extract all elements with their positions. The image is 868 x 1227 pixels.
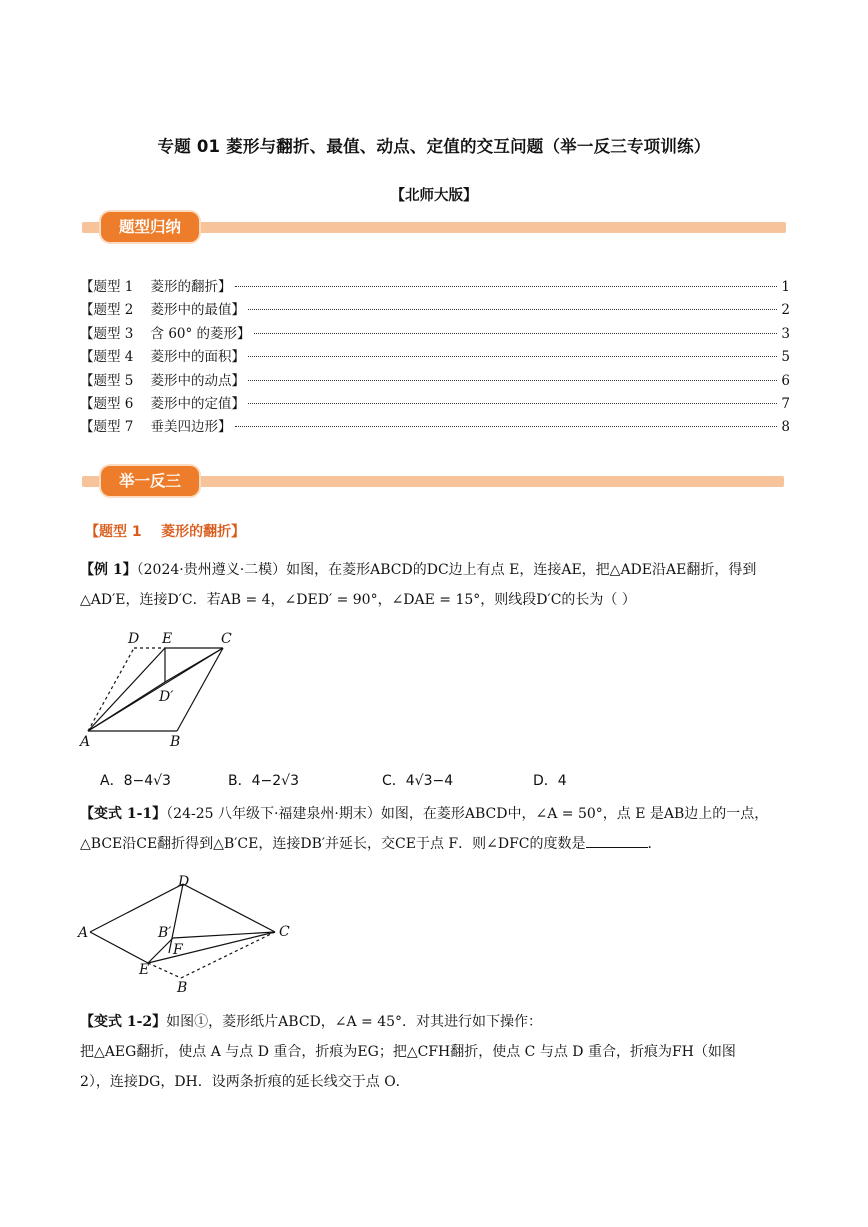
toc-item-page: 2 xyxy=(781,302,790,319)
toc-item[interactable] xyxy=(80,323,790,346)
section-tag-practice: 举一反三 xyxy=(101,466,199,496)
option-a[interactable]: A．8−4√3 xyxy=(100,773,171,789)
edition-label: 【北师大版】 xyxy=(390,188,478,204)
variant1-figure xyxy=(76,870,301,995)
toc-leader xyxy=(248,403,777,404)
toc-leader xyxy=(248,309,777,310)
point-label-d1: D′ xyxy=(159,689,174,705)
point-label-e: E xyxy=(139,962,150,978)
point-label-c: C xyxy=(279,924,290,940)
toc-item-label: 【题型 3 含 60° 的菱形】 xyxy=(80,325,251,342)
toc-item-label: 【题型 4 菱形中的面积】 xyxy=(80,349,246,366)
toc-item-label: 【题型 7 垂美四边形】 xyxy=(80,419,232,436)
option-d[interactable]: D．4 xyxy=(533,773,567,789)
edge-eb-dashed xyxy=(148,963,181,978)
toc-item[interactable] xyxy=(80,416,790,439)
toc-item-label: 【题型 6 菱形中的定值】 xyxy=(80,395,246,412)
toc-item-label: 【题型 5 菱形中的动点】 xyxy=(80,372,246,389)
toc-item[interactable] xyxy=(80,346,790,369)
example1-line2: △AD′E，连接D′C．若AB = 4，∠DED′ = 90°，∠DAE = 15°，则线段D′C的长为（ ） xyxy=(80,592,636,608)
variant2-tag: 【变式 1-2】 xyxy=(80,1014,167,1030)
toc-item-page: 7 xyxy=(781,395,790,412)
variant1-line2-end: ． xyxy=(647,836,662,852)
variant1-tag: 【变式 1-1】 xyxy=(80,806,167,822)
point-label-b: B xyxy=(177,980,188,995)
answer-blank[interactable] xyxy=(586,835,648,848)
page-title: 专题 01 菱形与翻折、最值、动点、定值的交互问题（举一反三专项训练） xyxy=(157,137,711,156)
toc-item[interactable] xyxy=(80,299,790,322)
edge-dc xyxy=(183,884,275,932)
toc-item-page: 6 xyxy=(781,372,790,389)
example1-figure xyxy=(76,628,246,752)
point-label-a: A xyxy=(78,925,89,941)
point-label-d: D xyxy=(178,874,190,890)
toc-item-page: 8 xyxy=(781,419,790,436)
variant2-line1: 如图①，菱形纸片ABCD，∠A = 45°．对其进行如下操作： xyxy=(166,1014,543,1030)
type1-heading: 【题型 1 菱形的翻折】 xyxy=(85,524,246,540)
point-label-a: A xyxy=(80,734,91,750)
point-label-e: E xyxy=(162,631,173,647)
toc-leader xyxy=(235,286,777,287)
toc-leader xyxy=(248,380,777,381)
toc-leader xyxy=(254,333,777,334)
edge-bc xyxy=(177,648,223,731)
variant2-text xyxy=(80,1007,792,1097)
toc-item[interactable] xyxy=(80,276,790,299)
edge-bc-dashed xyxy=(181,932,275,978)
section-tag-summary: 题型归纳 xyxy=(101,212,199,242)
segment-d1c xyxy=(165,648,223,682)
option-b[interactable]: B．4−2√3 xyxy=(228,773,299,789)
toc-item[interactable] xyxy=(80,370,790,393)
table-of-contents xyxy=(80,276,790,440)
example1-line1: （2024·贵州遵义·二模）如图，在菱形ABCD的DC边上有点 E，连接AE，把△ADE沿AE翻折，得到 xyxy=(136,562,757,578)
segment-b1c xyxy=(173,932,275,938)
variant1-line2: △BCE沿CE翻折得到△B′CE，连接DB′并延长，交CE于点 F．则∠DFC的度数是 xyxy=(80,836,586,852)
toc-item-page: 3 xyxy=(781,325,790,342)
point-label-b: B xyxy=(170,734,181,750)
point-label-f: F xyxy=(173,942,183,958)
variant2-line3: 2），连接DG，DH．设两条折痕的延长线交于点 O． xyxy=(80,1074,410,1090)
example1-text xyxy=(80,555,792,615)
toc-item-label: 【题型 2 菱形中的最值】 xyxy=(80,302,246,319)
point-label-b1: B′ xyxy=(158,925,172,941)
point-label-d: D xyxy=(128,631,140,647)
point-label-c: C xyxy=(221,631,232,647)
variant1-text xyxy=(80,799,792,859)
variant1-line1: （24-25 八年级下·福建泉州·期末）如图，在菱形ABCD中，∠A = 50°，点 E 是AB边上的一点， xyxy=(166,806,769,822)
toc-item[interactable] xyxy=(80,393,790,416)
toc-leader xyxy=(248,356,777,357)
option-c[interactable]: C．4√3−4 xyxy=(382,773,454,789)
toc-item-label: 【题型 1 菱形的翻折】 xyxy=(80,279,232,295)
toc-item-page: 5 xyxy=(781,349,790,366)
example1-tag: 【例 1】 xyxy=(80,562,137,578)
edge-ae xyxy=(90,932,148,963)
variant2-line2: 把△AEG翻折，使点 A 与点 D 重合，折痕为EG；把△CFH翻折，使点 C 与点 D 重合，折痕为FH（如图 xyxy=(80,1044,736,1060)
toc-item-page: 1 xyxy=(781,279,790,295)
toc-leader xyxy=(235,426,777,427)
